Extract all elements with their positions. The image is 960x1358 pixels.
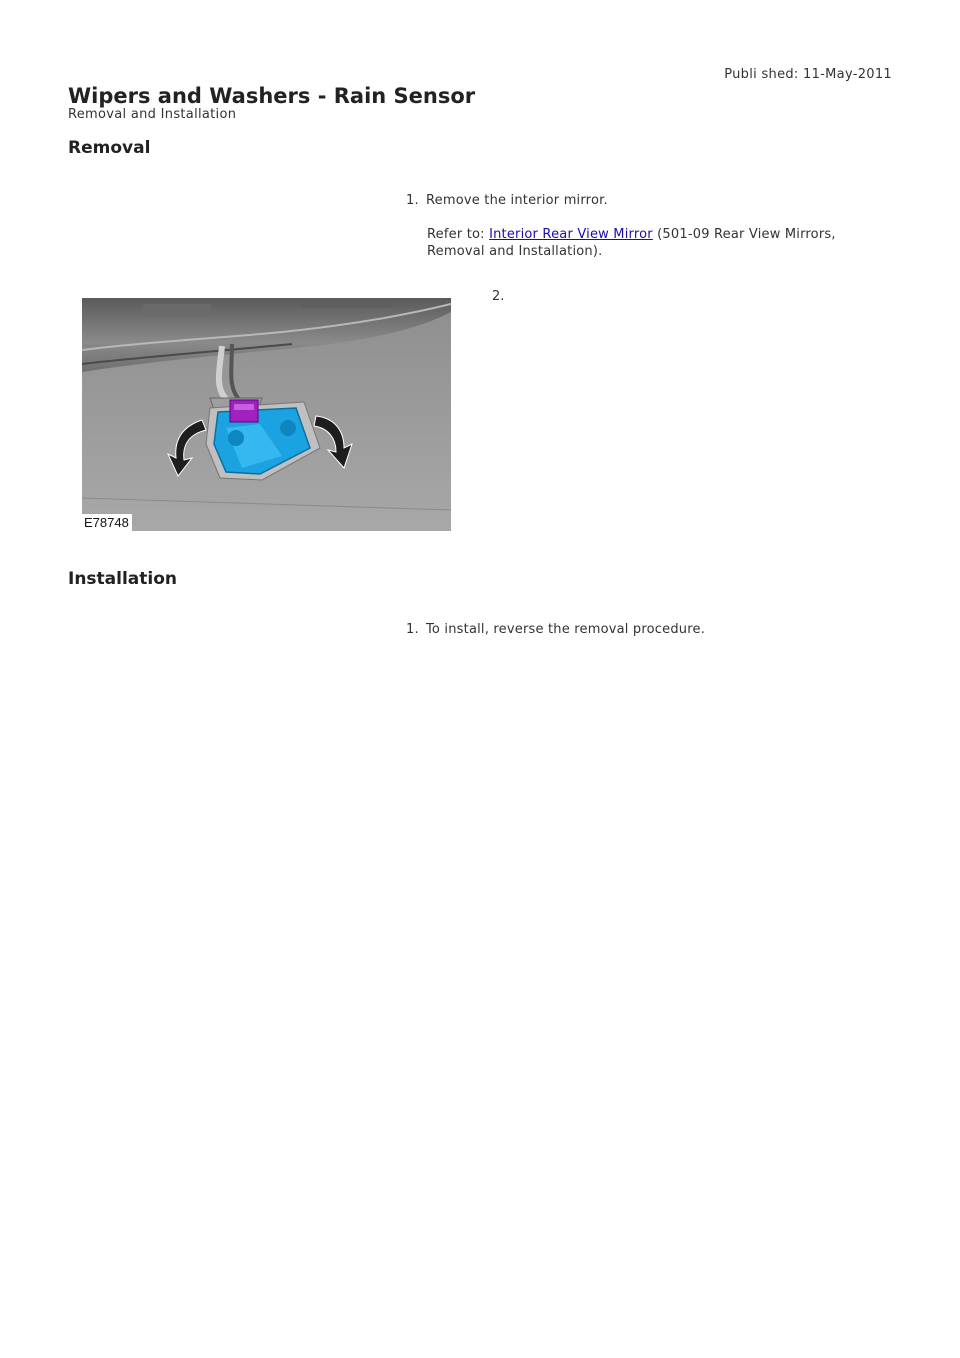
removal-step-1 — [406, 192, 608, 209]
page-title: Wipers and Washers - Rain Sensor — [68, 84, 476, 108]
step-text: Remove the interior mirror. — [426, 193, 608, 208]
refer-suffix: (501-09 Rear View Mirrors, Removal and Installation). — [427, 227, 836, 259]
rain-sensor-illustration — [82, 298, 451, 531]
removal-heading: Removal — [68, 138, 151, 158]
step-number: 1. — [406, 622, 419, 637]
published-date: Publi shed: 11-May-2011 — [724, 67, 892, 82]
removal-step-2-number: 2. — [492, 289, 505, 304]
step-number: 1. — [406, 193, 419, 208]
refer-prefix: Refer to: — [427, 227, 485, 242]
installation-step-1 — [406, 621, 705, 638]
interior-mirror-link[interactable]: Interior Rear View Mirror — [489, 227, 653, 242]
figure-id: E78748 — [82, 514, 132, 531]
page-subtitle: Removal and Installation — [68, 107, 237, 122]
step-text: To install, reverse the removal procedure. — [426, 622, 706, 637]
installation-heading: Installation — [68, 569, 178, 589]
rain-sensor-drawing — [82, 298, 451, 531]
refer-to — [427, 226, 867, 260]
